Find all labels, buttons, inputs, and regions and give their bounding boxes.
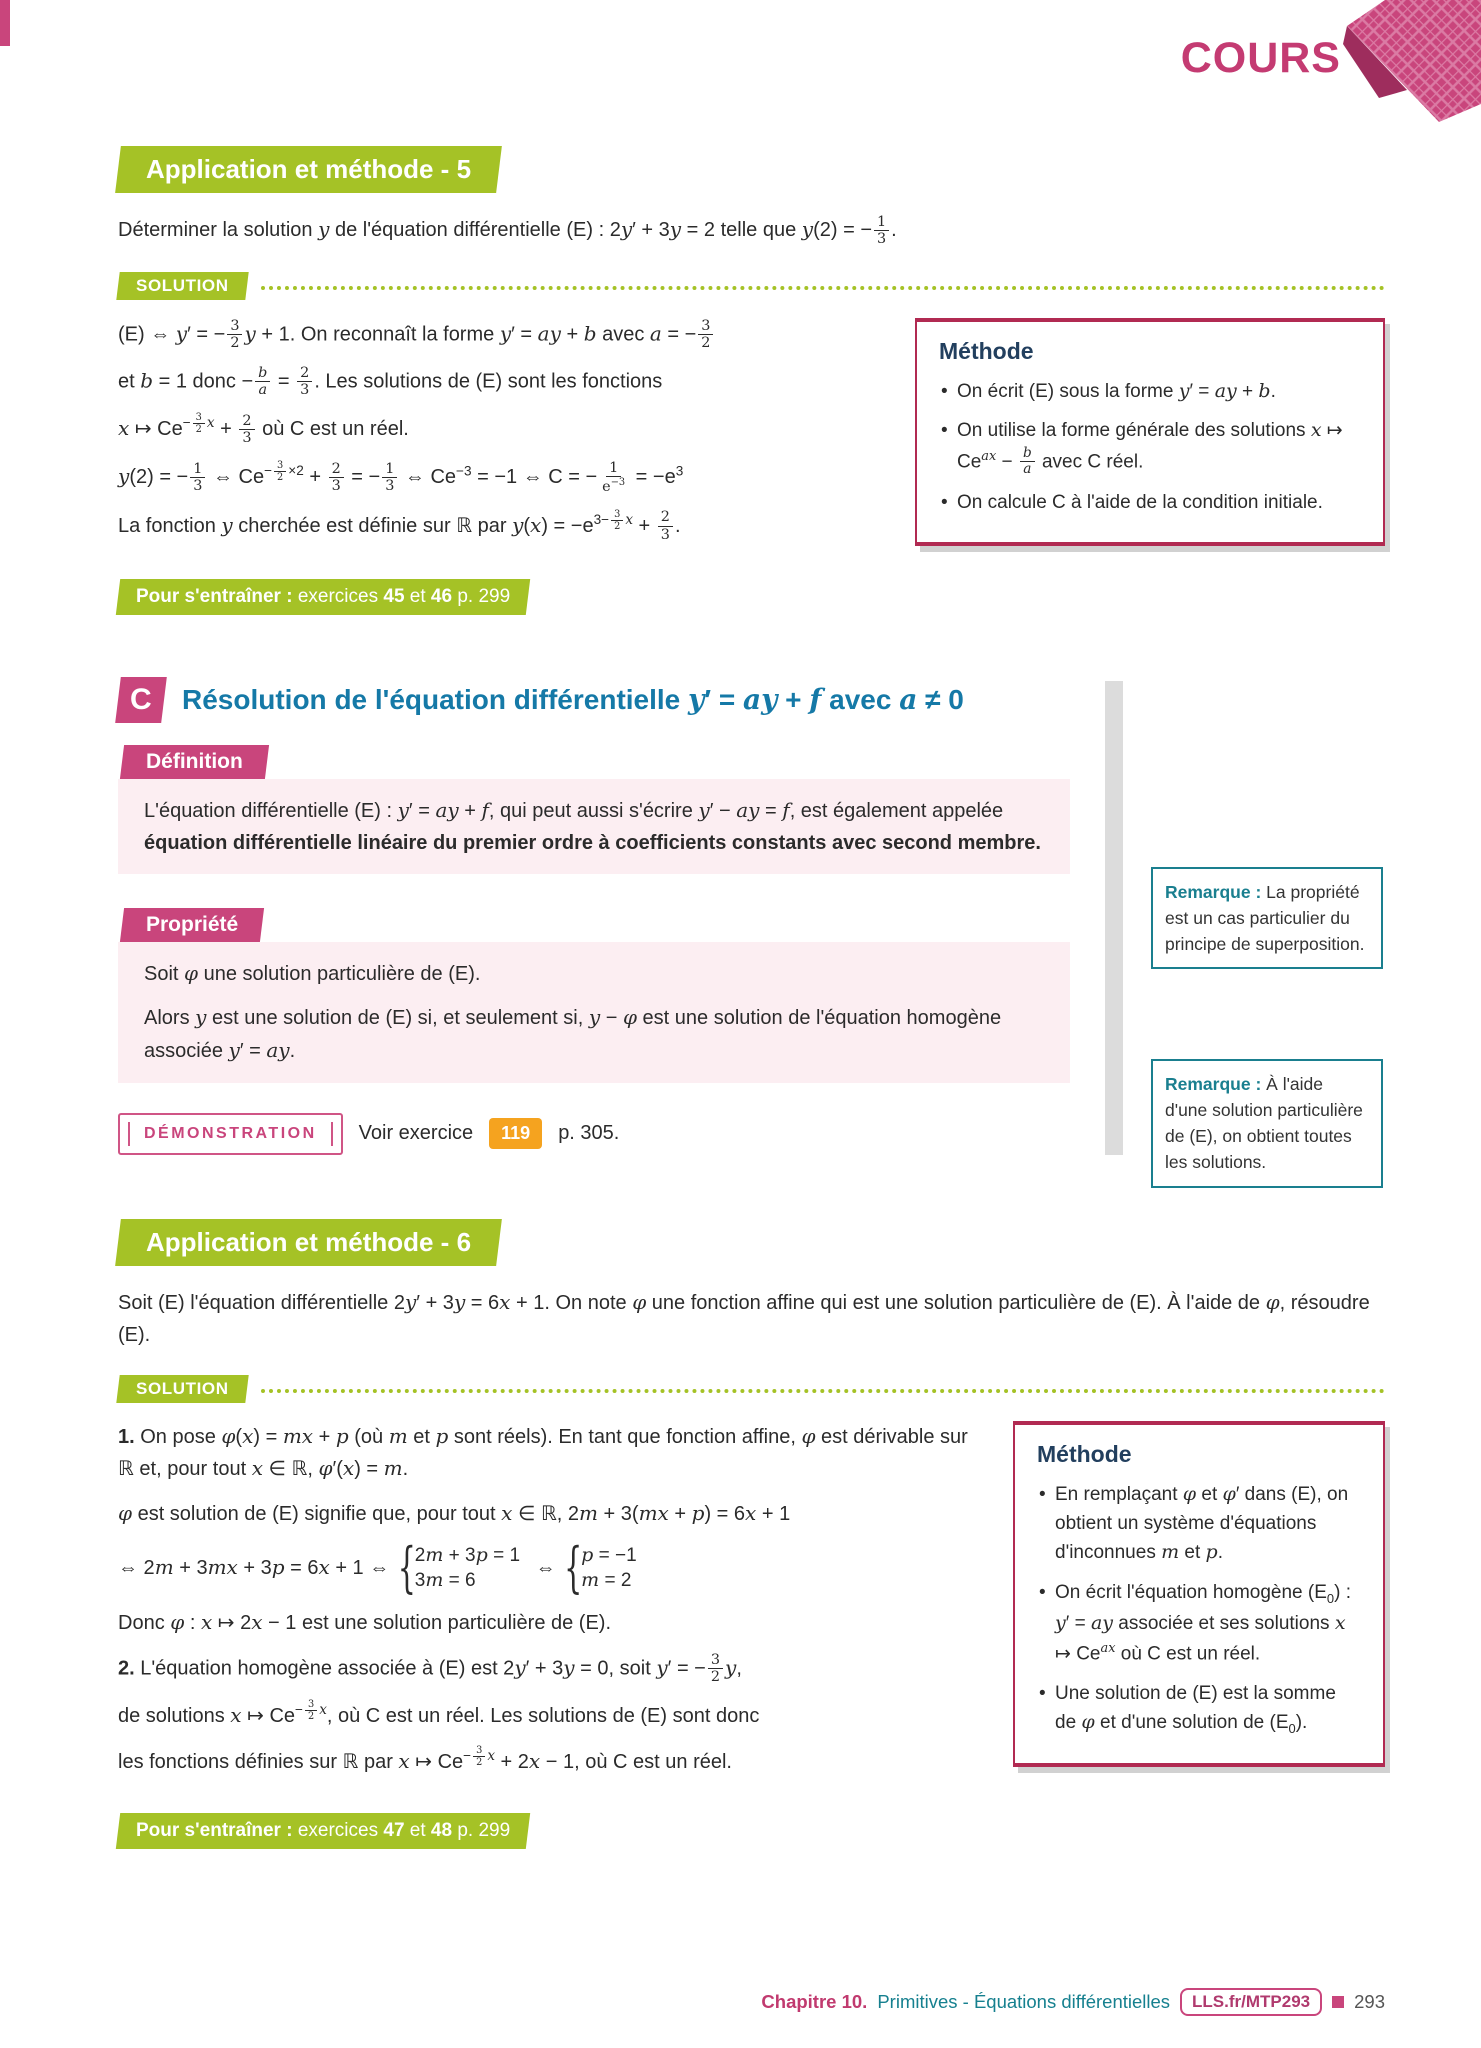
demonstration-page-ref: p. 305. [558,1122,620,1144]
remark-label: Remarque : [1165,1073,1262,1094]
app5-problem: Déterminer la solution y de l'équation différentielle (E) : 2y′ + 3y = 2 telle que y(2) = − $\frac{1}{3}$ . [118,213,897,248]
methode-bullet: • On calcule C à l'aide de la condition initiale. [939,488,1361,517]
propriete-line: Soit φ une solution particulière de (E). [144,961,481,986]
math-line: Donc φ : x ↦ 2x − 1 est une solution particulière de (E). [118,1609,612,1634]
app6-solution-text [118,1421,978,1792]
app5-body [118,318,1385,557]
practice-prefix: Pour s'entraîner : [136,585,293,607]
math-line: 2. L'équation homogène associée à (E) est 2y′ + 3y = 0, soit y′ = − $\frac{3}{2}$ y, [118,1651,742,1686]
practice-text: exercices 47 et 48 p. 299 [297,1820,511,1842]
footer-page-number: 293 [1354,1991,1385,2012]
section-c-header [118,677,1385,723]
methode-list [939,377,1361,518]
app6-section [118,1155,1385,1850]
app5-methode-box [915,318,1385,546]
app5-solution-text [118,318,878,557]
app5-title: Application et méthode - 5 [146,154,472,184]
math-line: de solutions x ↦ $Ce^{- \frac{3}{2} x}$, où C est un réel. Les solutions de (E) sont donc [118,1699,760,1728]
section-letter-badge: C [115,677,167,723]
math-line: La fonction y cherchée est définie sur ℝ par $y(x) = -e^{3- \frac{3}{2} x}$ + $\frac{2}{3}$ . [118,508,681,543]
section-c [118,677,1385,1173]
math-line: 1. On pose φ(x) = mx + p (où m et p sont réels). En tant que fonction affine, φ est dérivable sur ℝ et, pour tout x ∈ ℝ, φ′(x) = m. [118,1423,968,1480]
exercise-badge-119[interactable]: 119 [489,1118,542,1149]
remark-particular-solution [1151,1059,1383,1188]
solution-label: SOLUTION [116,1375,248,1403]
definition-body: L'équation différentielle (E) : y′ = ay + f, qui peut aussi s'écrire y′ − ay = f, est également appelée équation différentielle linéaire du premier ordre à coefficients constants avec second membre. [144,797,1041,854]
dotted-rule [261,286,1385,290]
definition-block [118,779,1070,875]
demonstration-stamp: DÉMONSTRATION [118,1113,343,1155]
methode-bullet: • On écrit l'équation homogène $(E_0)$ : y′ = ay associée et ses solutions x ↦ $Ce^{ax}$ où C est un réel. [1037,1578,1361,1669]
app6-body [118,1421,1385,1792]
app6-methode-box [1013,1421,1385,1768]
app6-title-banner [115,1219,502,1266]
definition-label: Définition [120,745,269,779]
app5-title-banner [115,146,502,193]
remark-body: À l'aide d'une solution particulière de (E), on obtient toutes les solutions. [1165,1073,1363,1173]
solution-label: SOLUTION [116,272,248,300]
remark-body: La propriété est un cas particulier du principe de superposition. [1165,881,1365,955]
methode-bullet: • On écrit (E) sous la forme y′ = ay + b. [939,377,1361,406]
remark-superposition [1151,867,1383,970]
practice-prefix: Pour s'entraîner : [136,1820,293,1842]
dotted-rule [261,1389,1385,1393]
math-line: et b = 1 donc − $\frac{b}{a}$ = $\frac{2}{3}$ . Les solutions de (E) sont les fonctions [118,364,663,399]
app5-practice-banner [116,579,531,615]
page-footer [761,1988,1385,2016]
math-line: ⇔ 2m + 3mx + 3p = 6x + 1 ⇔ { 2m + 3p = 1 3m = 6 ⇔ { p = −1 m = 2 [118,1543,978,1594]
decorative-band [1105,681,1123,1155]
app6-problem: Soit (E) l'équation différentielle 2y′ + 3y = 6x + 1. On note φ une fonction affine qui est une solution particulière de (E). À l'aide de φ, résoudre (E). [118,1289,1370,1346]
math-line: x ↦ $Ce^{- \frac{3}{2} x}$ + $\frac{2}{3}$ où C est un réel. [118,412,409,447]
propriete-label: Propriété [120,908,264,942]
propriete-line: Alors y est une solution de (E) si, et seulement si, y − φ est une solution de l'équation homogène associée y′ = ay. [144,1004,1002,1063]
remark-label: Remarque : [1165,881,1262,902]
footer-chapter: Chapitre 10. [761,1991,868,2012]
methode-list [1037,1480,1361,1740]
page-header-cours: COURS [1180,34,1341,82]
footer-square-icon [1332,1996,1344,2008]
math-line: (E) ⇔ y′ = − $\frac{3}{2}$ y + 1. On reconnaît la forme y′ = ay + b avec a = − $\frac{3}{2}$ [118,318,878,352]
propriete-block [118,942,1070,1082]
math-line: les fonctions définies sur ℝ par x ↦ $Ce^{- \frac{3}{2} x} + 2x - 1$, où C est un réel. [118,1745,732,1774]
footer-chapter-title: Primitives - Équations différentielles [877,1991,1171,2012]
app6-title: Application et méthode - 6 [146,1226,472,1257]
methode-title: Méthode [1037,1440,1132,1467]
methode-title: Méthode [939,337,1034,364]
methode-bullet: • En remplaçant φ et φ′ dans (E), on obtient un système d'équations d'inconnues m et p. [1037,1480,1361,1568]
app5-solution-header [118,272,1385,300]
methode-bullet: • On utilise la forme générale des solutions x ↦ $Ce^{ax}$ − $\frac{b}{a}$ avec C réel. [939,416,1361,478]
footer-lls-link[interactable]: LLS.fr/MTP293 [1180,1988,1322,2016]
math-line: y(2) = − $\frac{1}{3}$ ⇔ $Ce^{- \frac{3}{2} \times 2}$ + $\frac{2}{3}$ = − $\frac{1}{3}$ ⇔ $Ce^{-3} = -1$ ⇔ C = − $\frac{1}{e^{-3}}$ = $-e^3$ [118,459,684,496]
math-line: φ est solution de (E) signifie que, pour tout x ∈ ℝ, 2m + 3(mx + p) = 6x + 1 [118,1500,791,1525]
app6-solution-header [118,1375,1385,1403]
practice-text: exercices 45 et 46 p. 299 [297,585,511,607]
methode-bullet: • Une solution de (E) est la somme de φ et d'une solution de $(E_0)$. [1037,1679,1361,1739]
section-title: Résolution de l'équation différentielle y′ = ay + f avec a ≠ 0 [182,683,964,717]
demonstration-text: Voir exercice [358,1122,474,1144]
app6-practice-banner [116,1813,531,1849]
